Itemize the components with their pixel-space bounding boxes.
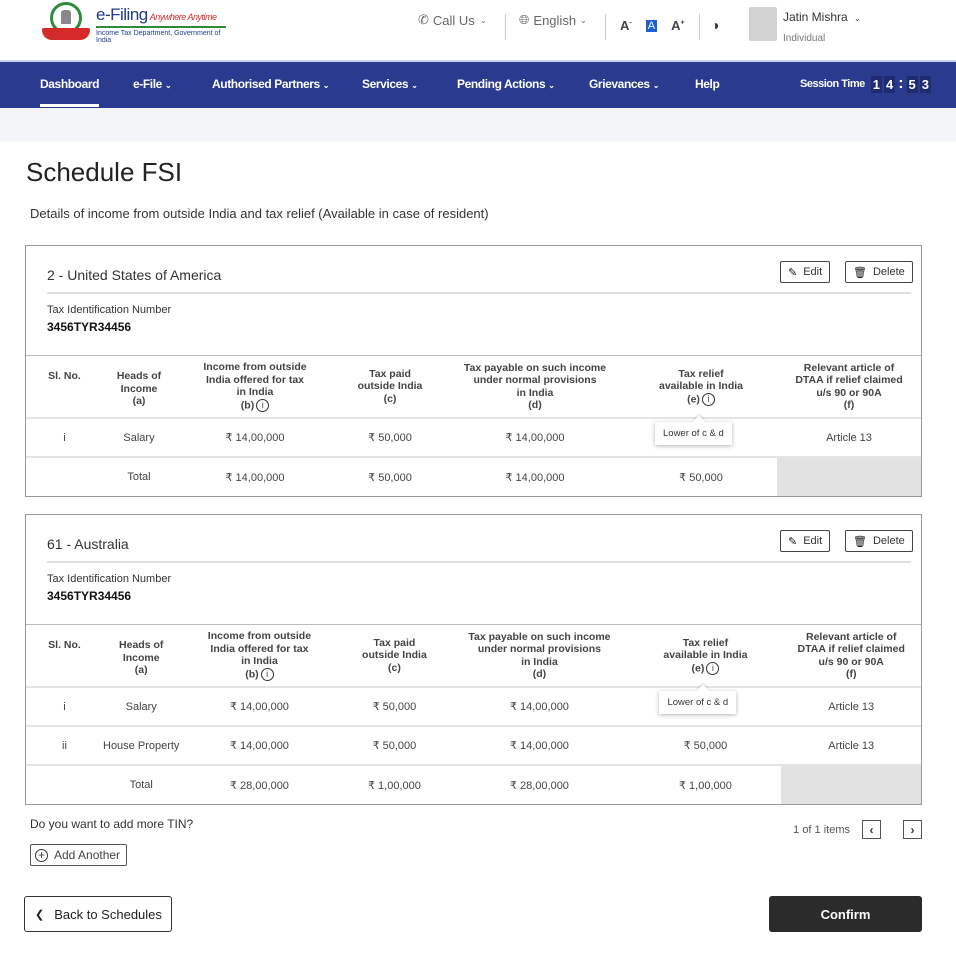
col-tax-relief: Tax relief available in India (e) i bbox=[625, 356, 777, 418]
col-dtaa: Relevant article of DTAA if relief claimed u/s 90 or 90A (f) bbox=[777, 356, 921, 418]
page-title: Schedule FSI bbox=[26, 157, 183, 187]
session-label: Session Time bbox=[800, 78, 865, 90]
nav-help[interactable] bbox=[695, 77, 719, 91]
edit-label: Edit bbox=[803, 535, 823, 547]
cell-sl: i bbox=[26, 687, 103, 726]
cell-sl: ii bbox=[26, 726, 103, 765]
nav-label: Grievances bbox=[589, 77, 650, 91]
info-icon[interactable]: i bbox=[702, 393, 715, 406]
call-us-label: Call Us bbox=[432, 12, 475, 28]
col-heads: Heads of Income (a) bbox=[103, 356, 175, 418]
chevron-down-icon: ⌄ bbox=[580, 15, 587, 25]
nav-label: Pending Actions bbox=[457, 77, 546, 91]
language-select[interactable] bbox=[519, 12, 587, 28]
cell-relief: ₹ 50,000 bbox=[629, 726, 781, 765]
pager-text: 1 of 1 items bbox=[793, 823, 850, 836]
delete-button[interactable] bbox=[845, 261, 913, 283]
session-digit: 1 bbox=[872, 76, 880, 92]
edit-button[interactable] bbox=[780, 261, 830, 283]
total-tax-paid: ₹ 1,00,000 bbox=[368, 779, 421, 792]
divider bbox=[699, 14, 700, 40]
call-us-button[interactable] bbox=[418, 12, 487, 28]
cell-relief bbox=[625, 418, 777, 457]
nav-efile[interactable] bbox=[133, 77, 171, 91]
session-digit: 3 bbox=[921, 76, 929, 92]
table-header-row bbox=[26, 356, 921, 418]
trash-icon: 🗑︎ bbox=[853, 535, 867, 548]
tooltip: Lower of c & d bbox=[659, 691, 736, 714]
chevron-left-icon: ❮ bbox=[35, 908, 45, 921]
chevron-down-icon: ⌄ bbox=[164, 81, 172, 90]
divider bbox=[47, 561, 911, 563]
country-card bbox=[25, 514, 922, 805]
country-name: 61 - Australia bbox=[47, 536, 129, 552]
fsi-table bbox=[26, 625, 921, 804]
emblem-icon bbox=[40, 2, 92, 46]
user-menu[interactable] bbox=[783, 10, 861, 24]
cell-income: ₹ 14,00,000 bbox=[179, 687, 339, 726]
edit-button[interactable] bbox=[780, 530, 830, 552]
avatar[interactable] bbox=[749, 7, 777, 41]
plus-circle-icon: + bbox=[35, 849, 48, 862]
col-income: Income from outside India offered for tax in India (b) i bbox=[175, 356, 335, 418]
back-to-schedules-button[interactable] bbox=[24, 896, 172, 932]
cell-head: Salary bbox=[103, 687, 179, 726]
sub-bar bbox=[0, 108, 956, 142]
language-label: English bbox=[533, 12, 577, 28]
session-colon: : bbox=[898, 75, 904, 92]
total-income: ₹ 14,00,000 bbox=[225, 471, 285, 484]
col-dtaa: Relevant article of DTAA if relief claimed u/s 90 or 90A (f) bbox=[781, 625, 921, 687]
default-font-button[interactable]: A bbox=[647, 19, 656, 32]
col-heads: Heads of Income (a) bbox=[103, 625, 179, 687]
cell-dtaa: Article 13 bbox=[781, 687, 921, 726]
chevron-down-icon: ⌄ bbox=[548, 81, 555, 90]
info-icon[interactable]: i bbox=[706, 662, 719, 675]
cell-empty bbox=[26, 765, 103, 804]
col-tax-relief: Tax relief available in India (e) i bbox=[629, 625, 781, 687]
chevron-left-icon: ‹ bbox=[869, 822, 874, 837]
chevron-down-icon: ⌄ bbox=[652, 81, 660, 90]
col-sl-no: Sl. No. bbox=[26, 625, 103, 687]
session-timer bbox=[800, 75, 932, 93]
table-row bbox=[26, 726, 921, 765]
cell-income: ₹ 14,00,000 bbox=[179, 726, 339, 765]
nav-grievances[interactable] bbox=[589, 77, 659, 91]
main-nav bbox=[0, 60, 956, 108]
table-row bbox=[26, 418, 921, 457]
country-card bbox=[25, 245, 922, 497]
prev-page-button[interactable] bbox=[862, 820, 881, 839]
cell-empty bbox=[26, 457, 103, 496]
col-sl-no: Sl. No. bbox=[26, 356, 103, 418]
col-income: Income from outside India offered for tax in India (b) i bbox=[179, 625, 339, 687]
col-tax-paid: Tax paid outside India (c) bbox=[335, 356, 445, 418]
total-label: Total bbox=[127, 471, 151, 483]
cell-payable: ₹ 14,00,000 bbox=[449, 726, 629, 765]
cell-relief bbox=[629, 687, 781, 726]
chevron-down-icon: ⌄ bbox=[322, 81, 330, 90]
col-tax-payable: Tax payable on such income under normal provisions in India (d) bbox=[449, 625, 629, 687]
divider bbox=[505, 14, 506, 40]
nav-label: Services bbox=[362, 77, 409, 91]
cell-tax-paid: ₹ 50,000 bbox=[339, 726, 449, 765]
delete-button[interactable] bbox=[845, 530, 913, 552]
fsi-table bbox=[26, 356, 921, 496]
globe-icon: 🌐︎ bbox=[519, 12, 530, 27]
chevron-down-icon: ⌄ bbox=[479, 15, 487, 25]
info-icon[interactable]: i bbox=[256, 399, 269, 412]
info-icon[interactable]: i bbox=[261, 668, 274, 681]
cell-tax-paid: ₹ 50,000 bbox=[339, 687, 449, 726]
add-another-label: Add Another bbox=[54, 848, 121, 862]
total-income: ₹ 28,00,000 bbox=[229, 779, 289, 792]
col-tax-payable: Tax payable on such income under normal provisions in India (d) bbox=[445, 356, 625, 418]
divider bbox=[47, 292, 911, 294]
logo-tagline: Anywhere Anytime bbox=[149, 11, 217, 22]
trash-icon: 🗑︎ bbox=[853, 266, 867, 279]
total-payable: ₹ 28,00,000 bbox=[509, 779, 569, 792]
cell-empty bbox=[781, 765, 921, 804]
top-bar bbox=[0, 0, 956, 60]
delete-label: Delete bbox=[872, 535, 905, 547]
user-role: Individual bbox=[783, 33, 826, 44]
divider bbox=[605, 14, 606, 40]
logo-title: e-Filing bbox=[96, 4, 148, 24]
tin-label: Tax Identification Number bbox=[47, 304, 172, 316]
table-row bbox=[26, 687, 921, 726]
total-row bbox=[26, 457, 921, 496]
cell-payable: ₹ 14,00,000 bbox=[449, 687, 629, 726]
session-digit: 4 bbox=[885, 76, 894, 92]
page-subtitle: Details of income from outside India and tax relief (Available in case of resident) bbox=[30, 206, 489, 221]
table-header-row bbox=[26, 625, 921, 687]
cell-dtaa: Article 13 bbox=[781, 726, 921, 765]
cell-dtaa: Article 13 bbox=[777, 418, 921, 457]
nav-dashboard[interactable] bbox=[40, 77, 99, 91]
edit-label: Edit bbox=[803, 266, 823, 278]
pencil-icon: ✎ bbox=[788, 535, 798, 548]
nav-label: Dashboard bbox=[40, 77, 100, 91]
cell-income: ₹ 14,00,000 bbox=[175, 418, 335, 457]
cell-payable: ₹ 14,00,000 bbox=[445, 418, 625, 457]
add-tin-question: Do you want to add more TIN? bbox=[30, 817, 194, 831]
nav-label: e-File bbox=[133, 77, 162, 91]
phone-icon: ✆ bbox=[418, 12, 429, 27]
user-name: Jatin Mishra bbox=[783, 10, 848, 24]
col-tax-paid: Tax paid outside India (c) bbox=[339, 625, 449, 687]
cell-sl: i bbox=[26, 418, 103, 457]
decrease-font-button[interactable]: A- bbox=[620, 18, 632, 33]
tin-value: 3456TYR34456 bbox=[47, 320, 132, 334]
chevron-down-icon: ⌄ bbox=[411, 81, 418, 90]
logo-subtitle: Income Tax Department, Government of India bbox=[96, 26, 226, 44]
total-relief: ₹ 1,00,000 bbox=[679, 779, 732, 792]
chevron-down-icon: ⌄ bbox=[854, 14, 861, 23]
next-page-button[interactable] bbox=[903, 820, 922, 839]
cell-tax-paid: ₹ 50,000 bbox=[335, 418, 445, 457]
nav-services[interactable] bbox=[362, 77, 418, 91]
session-digit: 5 bbox=[908, 76, 916, 92]
nav-pending-actions[interactable] bbox=[457, 77, 555, 91]
total-row bbox=[26, 765, 921, 804]
country-name: 2 - United States of America bbox=[47, 267, 222, 283]
total-payable: ₹ 14,00,000 bbox=[505, 471, 565, 484]
delete-label: Delete bbox=[872, 266, 905, 278]
cell-head: House Property bbox=[103, 726, 179, 765]
total-label: Total bbox=[129, 779, 153, 791]
nav-authorised-partners[interactable] bbox=[212, 77, 329, 91]
contrast-toggle[interactable] bbox=[711, 17, 719, 33]
chevron-right-icon: › bbox=[910, 822, 915, 837]
confirm-button[interactable] bbox=[769, 896, 922, 932]
cell-head: Salary bbox=[103, 418, 175, 457]
nav-label: Help bbox=[695, 77, 720, 91]
total-relief: ₹ 50,000 bbox=[679, 471, 723, 484]
increase-font-button[interactable]: A+ bbox=[671, 18, 685, 33]
add-another-button[interactable] bbox=[30, 844, 127, 866]
confirm-label: Confirm bbox=[820, 906, 871, 922]
total-tax-paid: ₹ 50,000 bbox=[368, 471, 412, 484]
pencil-icon: ✎ bbox=[788, 266, 798, 279]
nav-label: Authorised Partners bbox=[212, 77, 320, 91]
back-label: Back to Schedules bbox=[54, 906, 162, 922]
pagination bbox=[793, 820, 922, 839]
cell-empty bbox=[777, 457, 921, 496]
tooltip: Lower of c & d bbox=[655, 422, 732, 445]
tin-value: 3456TYR34456 bbox=[47, 589, 132, 603]
tin-label: Tax Identification Number bbox=[47, 573, 172, 585]
contrast-icon: ◑ bbox=[711, 17, 720, 33]
efiling-logo[interactable] bbox=[40, 2, 226, 46]
